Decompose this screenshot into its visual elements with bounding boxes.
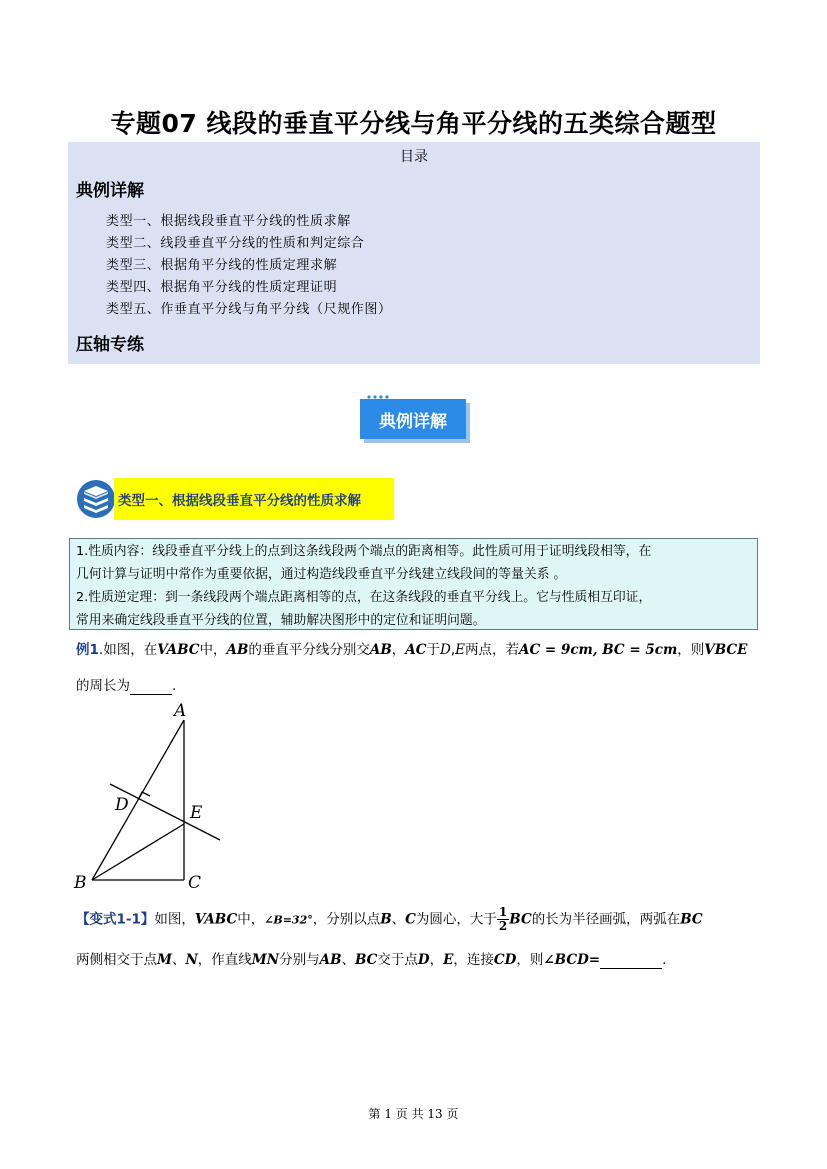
- toc-item-type4[interactable]: 类型四、根据角平分线的性质定理证明: [106, 280, 338, 295]
- answer-blank[interactable]: [130, 678, 172, 695]
- triangle-figure: [70, 698, 230, 894]
- page-title: 专题07 线段的垂直平分线与角平分线的五类综合题型: [110, 109, 717, 138]
- variant1-line1: 【变式1-1】如图，VABC中，∠B=32°，分别以点B、C为圆心，大于 $\frac{1}{2}$ BC的长为半径画弧，两弧在BC: [76, 905, 703, 933]
- property-line: 常用来确定线段垂直平分线的位置，辅助解决图形中的定位和证明问题。: [76, 613, 486, 628]
- answer-blank[interactable]: [600, 952, 662, 969]
- label-e: E: [190, 803, 203, 823]
- toc-item-type3[interactable]: 类型三、根据角平分线的性质定理求解: [106, 258, 338, 273]
- example1-line1: 例1.如图，在VABC中，AB的垂直平分线分别交AB，AC于D,E两点，若AC = 9cm, BC = 5cm，则VBCE: [76, 642, 748, 658]
- variant1-line2: 两侧相交于点M、N，作直线MN分别与AB、BC交于点D，E，连接CD，则∠BCD= .: [76, 952, 667, 968]
- property-line: 几何计算与证明中常作为重要依据，通过构造线段垂直平分线建立线段间的等量关系 。: [76, 567, 567, 582]
- type-banner: 类型一、根据线段垂直平分线的性质求解: [114, 478, 394, 520]
- table-of-contents: [68, 142, 760, 364]
- variant-label: 【变式1-1】: [76, 911, 155, 928]
- property-box: [69, 538, 758, 630]
- example1-line2: 的周长为 .: [76, 678, 177, 694]
- segment-be: [92, 824, 184, 880]
- section-badge: 典例详解: [360, 399, 466, 439]
- toc-item-type5[interactable]: 类型五、作垂直平分线与角平分线（尺规作图）: [106, 302, 392, 317]
- example-label: 例1: [76, 642, 99, 658]
- toc-item-type2[interactable]: 类型二、线段垂直平分线的性质和判定综合: [106, 236, 365, 251]
- property-line: 2.性质逆定理：到一条线段两个端点距离相等的点，在这条线段的垂直平分线上。它与性质相互印证，: [76, 590, 652, 605]
- label-b: B: [74, 873, 87, 893]
- label-a: A: [174, 701, 187, 721]
- toc-section-examples[interactable]: 典例详解: [76, 181, 144, 201]
- property-line: 1.性质内容：线段垂直平分线上的点到这条线段两个端点的距离相等。此性质可用于证明线段相等，在: [76, 544, 652, 559]
- toc-item-type1[interactable]: 类型一、根据线段垂直平分线的性质求解: [106, 214, 351, 229]
- fraction-half: $\frac{1}{2}$: [498, 905, 508, 933]
- toc-label: 目录: [400, 149, 428, 165]
- label-c: C: [188, 873, 202, 893]
- label-d: D: [115, 795, 129, 815]
- books-icon: [76, 479, 116, 519]
- toc-section-practice[interactable]: 压轴专练: [76, 335, 144, 355]
- page-footer: 第 1 页 共 13 页: [368, 1107, 459, 1121]
